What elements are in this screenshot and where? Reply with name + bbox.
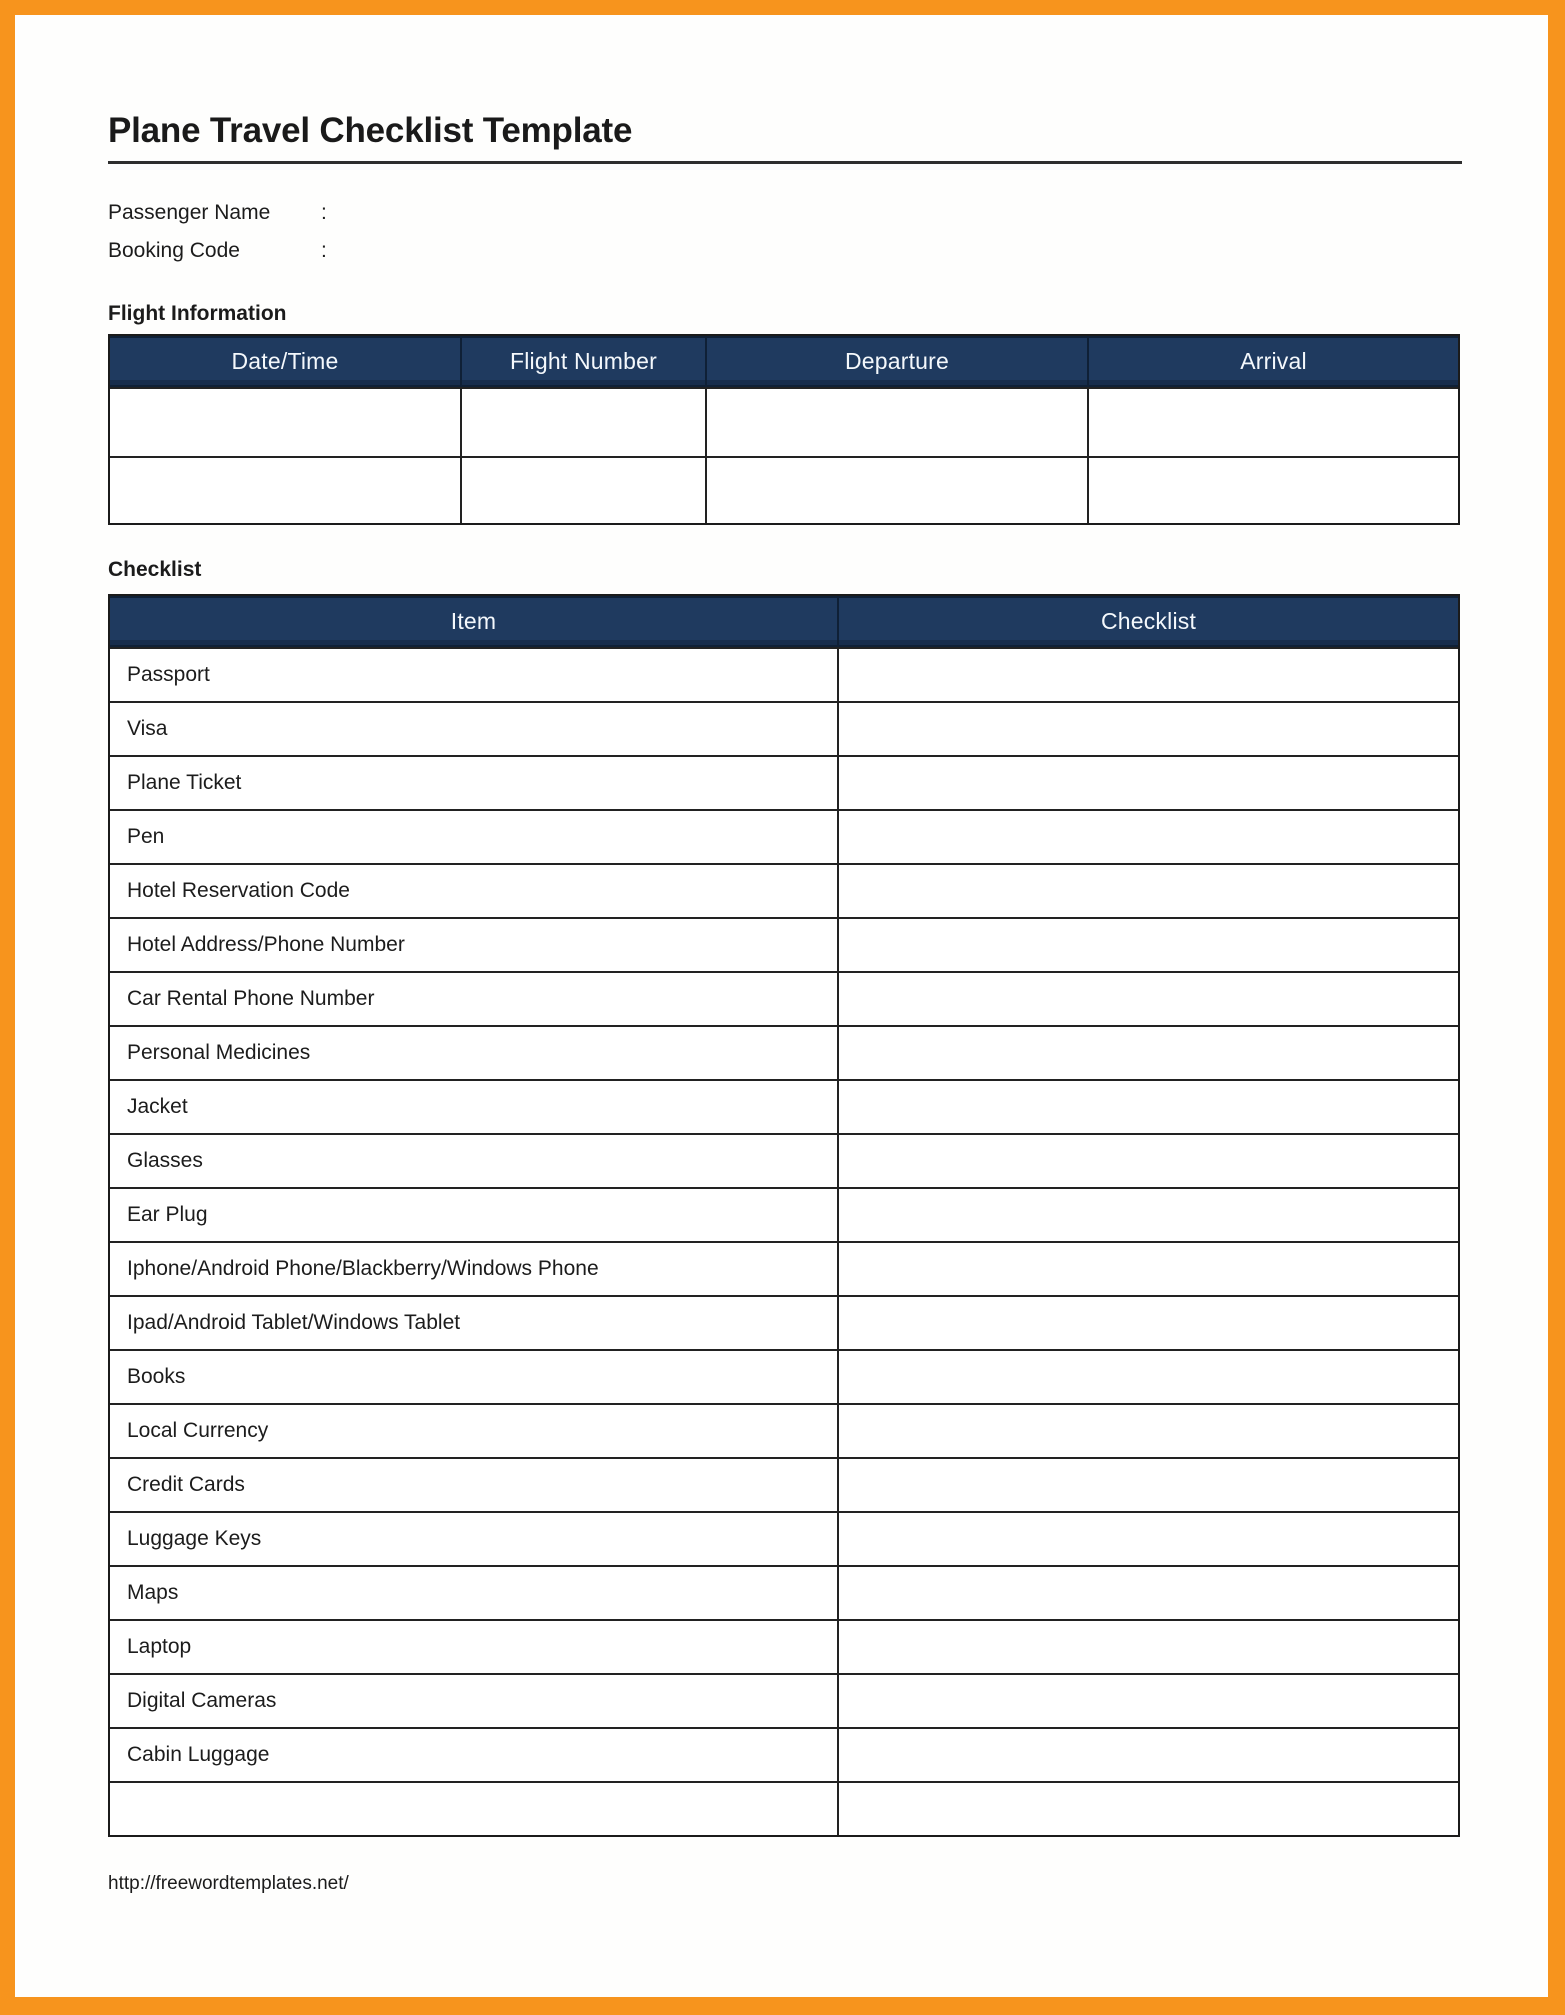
checklist-item-label: Hotel Reservation Code bbox=[127, 879, 350, 902]
checklist-item-label: Ear Plug bbox=[127, 1203, 208, 1226]
checklist-item-label: Books bbox=[127, 1365, 186, 1388]
checklist-row bbox=[110, 1241, 1458, 1295]
flight-cell-date-time[interactable] bbox=[110, 389, 460, 456]
checklist-row bbox=[110, 1619, 1458, 1673]
checklist-item-label: Plane Ticket bbox=[127, 771, 242, 794]
checklist-item-label: Passport bbox=[127, 663, 210, 686]
checklist-row bbox=[110, 1781, 1458, 1835]
checklist-checkbox-cell[interactable] bbox=[837, 1513, 1458, 1565]
checklist-item-label: Local Currency bbox=[127, 1419, 269, 1442]
flight-cell-departure[interactable] bbox=[705, 389, 1087, 456]
checklist-checkbox-cell[interactable] bbox=[837, 1405, 1458, 1457]
page-title: Plane Travel Checklist Template bbox=[108, 111, 633, 150]
checklist-checkbox-cell[interactable] bbox=[837, 1567, 1458, 1619]
checklist-row bbox=[110, 1565, 1458, 1619]
flight-table-row bbox=[110, 387, 1458, 456]
checklist-checkbox-cell[interactable] bbox=[837, 1027, 1458, 1079]
checklist-row bbox=[110, 647, 1458, 701]
checklist-checkbox-cell[interactable] bbox=[837, 1297, 1458, 1349]
flight-cell-arrival[interactable] bbox=[1087, 389, 1458, 456]
checklist-item-label: Laptop bbox=[127, 1635, 192, 1658]
checklist-checkbox-cell[interactable] bbox=[837, 1081, 1458, 1133]
checklist-item-label: Ipad/Android Tablet/Windows Tablet bbox=[127, 1311, 461, 1334]
checklist-row bbox=[110, 1295, 1458, 1349]
booking-code-label: Booking Code bbox=[108, 239, 240, 262]
checklist-row bbox=[110, 1187, 1458, 1241]
checklist-item-label: Glasses bbox=[127, 1149, 203, 1172]
flight-table-row bbox=[110, 456, 1458, 523]
booking-code-colon: : bbox=[321, 239, 327, 262]
checklist-item-empty-cell[interactable] bbox=[110, 1783, 837, 1835]
checklist-row bbox=[110, 1727, 1458, 1781]
checklist-row bbox=[110, 809, 1458, 863]
flight-table-header-row bbox=[110, 336, 1458, 387]
checklist-row bbox=[110, 917, 1458, 971]
checklist-checkbox-cell[interactable] bbox=[837, 1459, 1458, 1511]
checklist-row bbox=[110, 755, 1458, 809]
footer-url: http://freewordtemplates.net/ bbox=[108, 1873, 349, 1894]
checklist-table-header-row bbox=[110, 596, 1458, 647]
checklist-row bbox=[110, 863, 1458, 917]
title-underline bbox=[108, 161, 1462, 164]
flight-cell-flight-number[interactable] bbox=[460, 389, 705, 456]
checklist-row bbox=[110, 1457, 1458, 1511]
checklist-item-label: Credit Cards bbox=[127, 1473, 245, 1496]
checklist-row bbox=[110, 1511, 1458, 1565]
checklist-item-label: Hotel Address/Phone Number bbox=[127, 933, 405, 956]
passenger-name-colon: : bbox=[321, 201, 327, 224]
checklist-checkbox-cell[interactable] bbox=[837, 1621, 1458, 1673]
flight-cell-flight-number[interactable] bbox=[460, 458, 705, 523]
flight-information-heading: Flight Information bbox=[108, 302, 287, 325]
checklist-header-item: Item bbox=[110, 598, 837, 645]
checklist-item-label: Visa bbox=[127, 717, 168, 740]
checklist-item-label: Personal Medicines bbox=[127, 1041, 311, 1064]
checklist-checkbox-cell[interactable] bbox=[837, 1351, 1458, 1403]
checklist-checkbox-cell[interactable] bbox=[837, 1783, 1458, 1835]
checklist-checkbox-cell[interactable] bbox=[837, 1729, 1458, 1781]
checklist-heading: Checklist bbox=[108, 558, 202, 581]
checklist-item-label: Digital Cameras bbox=[127, 1689, 277, 1712]
flight-header-arrival: Arrival bbox=[1087, 338, 1458, 385]
checklist-checkbox-cell[interactable] bbox=[837, 649, 1458, 701]
checklist-item-label: Cabin Luggage bbox=[127, 1743, 270, 1766]
checklist-item-label: Pen bbox=[127, 825, 165, 848]
checklist-item-label: Car Rental Phone Number bbox=[127, 987, 375, 1010]
checklist-checkbox-cell[interactable] bbox=[837, 811, 1458, 863]
booking-code-line bbox=[108, 239, 651, 263]
checklist-checkbox-cell[interactable] bbox=[837, 703, 1458, 755]
checklist-header-checklist: Checklist bbox=[837, 598, 1458, 645]
checklist-row bbox=[110, 1349, 1458, 1403]
passenger-name-line bbox=[108, 201, 651, 225]
checklist-row bbox=[110, 1079, 1458, 1133]
flight-header-date-time: Date/Time bbox=[110, 338, 460, 385]
checklist-checkbox-cell[interactable] bbox=[837, 757, 1458, 809]
checklist-row bbox=[110, 1403, 1458, 1457]
flight-header-flight-number: Flight Number bbox=[460, 338, 705, 385]
checklist-row bbox=[110, 1025, 1458, 1079]
checklist-row bbox=[110, 1133, 1458, 1187]
flight-cell-departure[interactable] bbox=[705, 458, 1087, 523]
checklist-row bbox=[110, 701, 1458, 755]
checklist-checkbox-cell[interactable] bbox=[837, 919, 1458, 971]
flight-information-table bbox=[108, 334, 1460, 525]
checklist-row bbox=[110, 1673, 1458, 1727]
flight-cell-arrival[interactable] bbox=[1087, 458, 1458, 523]
checklist-item-label: Luggage Keys bbox=[127, 1527, 262, 1550]
passenger-name-label: Passenger Name bbox=[108, 201, 271, 224]
checklist-item-label: Jacket bbox=[127, 1095, 188, 1118]
checklist-checkbox-cell[interactable] bbox=[837, 1189, 1458, 1241]
checklist-row bbox=[110, 971, 1458, 1025]
checklist-checkbox-cell[interactable] bbox=[837, 973, 1458, 1025]
checklist-checkbox-cell[interactable] bbox=[837, 865, 1458, 917]
checklist-checkbox-cell[interactable] bbox=[837, 1243, 1458, 1295]
checklist-item-label: Iphone/Android Phone/Blackberry/Windows Phone bbox=[127, 1257, 599, 1280]
flight-cell-date-time[interactable] bbox=[110, 458, 460, 523]
checklist-table bbox=[108, 594, 1460, 1837]
flight-header-departure: Departure bbox=[705, 338, 1087, 385]
checklist-checkbox-cell[interactable] bbox=[837, 1135, 1458, 1187]
checklist-checkbox-cell[interactable] bbox=[837, 1675, 1458, 1727]
checklist-item-label: Maps bbox=[127, 1581, 179, 1604]
